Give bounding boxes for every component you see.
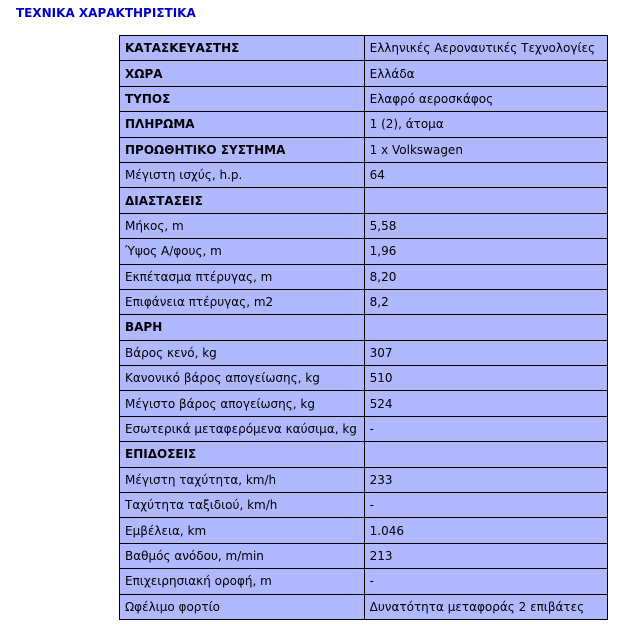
spec-value: 524 [364, 391, 607, 416]
specs-table [119, 35, 608, 620]
spec-label: Ωφέλιμο φορτίο [120, 594, 365, 619]
table-row [120, 442, 608, 467]
spec-label: ΔΙΑΣΤΑΣΕΙΣ [120, 188, 365, 213]
table-row [120, 36, 608, 61]
spec-value [364, 442, 607, 467]
spec-value: Ελλάδα [364, 61, 607, 86]
table-row [120, 289, 608, 314]
spec-label: Μέγιστη ισχύς, h.p. [120, 162, 365, 187]
spec-value: 5,58 [364, 213, 607, 238]
spec-label: Μέγιστο βάρος απογείωσης, kg [120, 391, 365, 416]
spec-label: ΒΑΡΗ [120, 315, 365, 340]
spec-label: ΚΑΤΑΣΚΕΥΑΣΤΗΣ [120, 36, 365, 61]
table-row [120, 493, 608, 518]
spec-label: Βάρος κενό, kg [120, 340, 365, 365]
table-row [120, 518, 608, 543]
spec-label: Κανονικό βάρος απογείωσης, kg [120, 366, 365, 391]
spec-value: 1 (2), άτομα [364, 112, 607, 137]
table-row [120, 112, 608, 137]
table-row [120, 391, 608, 416]
spec-label: ΕΠΙΔΟΣΕΙΣ [120, 442, 365, 467]
table-row [120, 239, 608, 264]
spec-label: Εσωτερικά μεταφερόμενα καύσιμα, kg [120, 416, 365, 441]
table-row [120, 569, 608, 594]
table-row [120, 86, 608, 111]
spec-value: Ελαφρό αεροσκάφος [364, 86, 607, 111]
spec-value: 307 [364, 340, 607, 365]
spec-value: 213 [364, 543, 607, 568]
table-row [120, 340, 608, 365]
spec-value: 233 [364, 467, 607, 492]
spec-value: - [364, 569, 607, 594]
spec-label: Μήκος, m [120, 213, 365, 238]
table-row [120, 594, 608, 619]
spec-value [364, 188, 607, 213]
spec-value: Ελληνικές Αεροναυτικές Τεχνολογίες [364, 36, 607, 61]
specs-table-body [120, 36, 608, 620]
spec-label: ΠΡΟΩΘΗΤΙΚΟ ΣΥΣΤΗΜΑ [120, 137, 365, 162]
spec-label: Ύψος Α/φους, m [120, 239, 365, 264]
table-row [120, 188, 608, 213]
table-row [120, 366, 608, 391]
table-row [120, 264, 608, 289]
spec-label: Επιχειρησιακή οροφή, m [120, 569, 365, 594]
spec-label: Επιφάνεια πτέρυγας, m2 [120, 289, 365, 314]
table-row [120, 543, 608, 568]
spec-value: 8,2 [364, 289, 607, 314]
spec-value: - [364, 493, 607, 518]
spec-label: Μέγιστη ταχύτητα, km/h [120, 467, 365, 492]
table-row [120, 416, 608, 441]
spec-label: ΧΩΡΑ [120, 61, 365, 86]
spec-label: ΠΛΗΡΩΜΑ [120, 112, 365, 137]
spec-value: 64 [364, 162, 607, 187]
spec-label: ΤΥΠΟΣ [120, 86, 365, 111]
spec-value: 1.046 [364, 518, 607, 543]
spec-value: 1,96 [364, 239, 607, 264]
page-title: ΤΕΧΝΙΚΑ ΧΑΡΑΚΤΗΡΙΣΤΙΚΑ [16, 6, 196, 20]
table-row [120, 162, 608, 187]
spec-value: 8,20 [364, 264, 607, 289]
spec-label: Εκπέτασμα πτέρυγας, m [120, 264, 365, 289]
table-row [120, 315, 608, 340]
spec-value [364, 315, 607, 340]
table-row [120, 137, 608, 162]
table-row [120, 61, 608, 86]
spec-label: Βαθμός ανόδου, m/min [120, 543, 365, 568]
spec-label: Ταχύτητα ταξιδιού, km/h [120, 493, 365, 518]
spec-label: Εμβέλεια, km [120, 518, 365, 543]
table-row [120, 467, 608, 492]
table-row [120, 213, 608, 238]
spec-value: 1 x Volkswagen [364, 137, 607, 162]
spec-value: 510 [364, 366, 607, 391]
spec-value: - [364, 416, 607, 441]
spec-value: Δυνατότητα μεταφοράς 2 επιβάτες [364, 594, 607, 619]
